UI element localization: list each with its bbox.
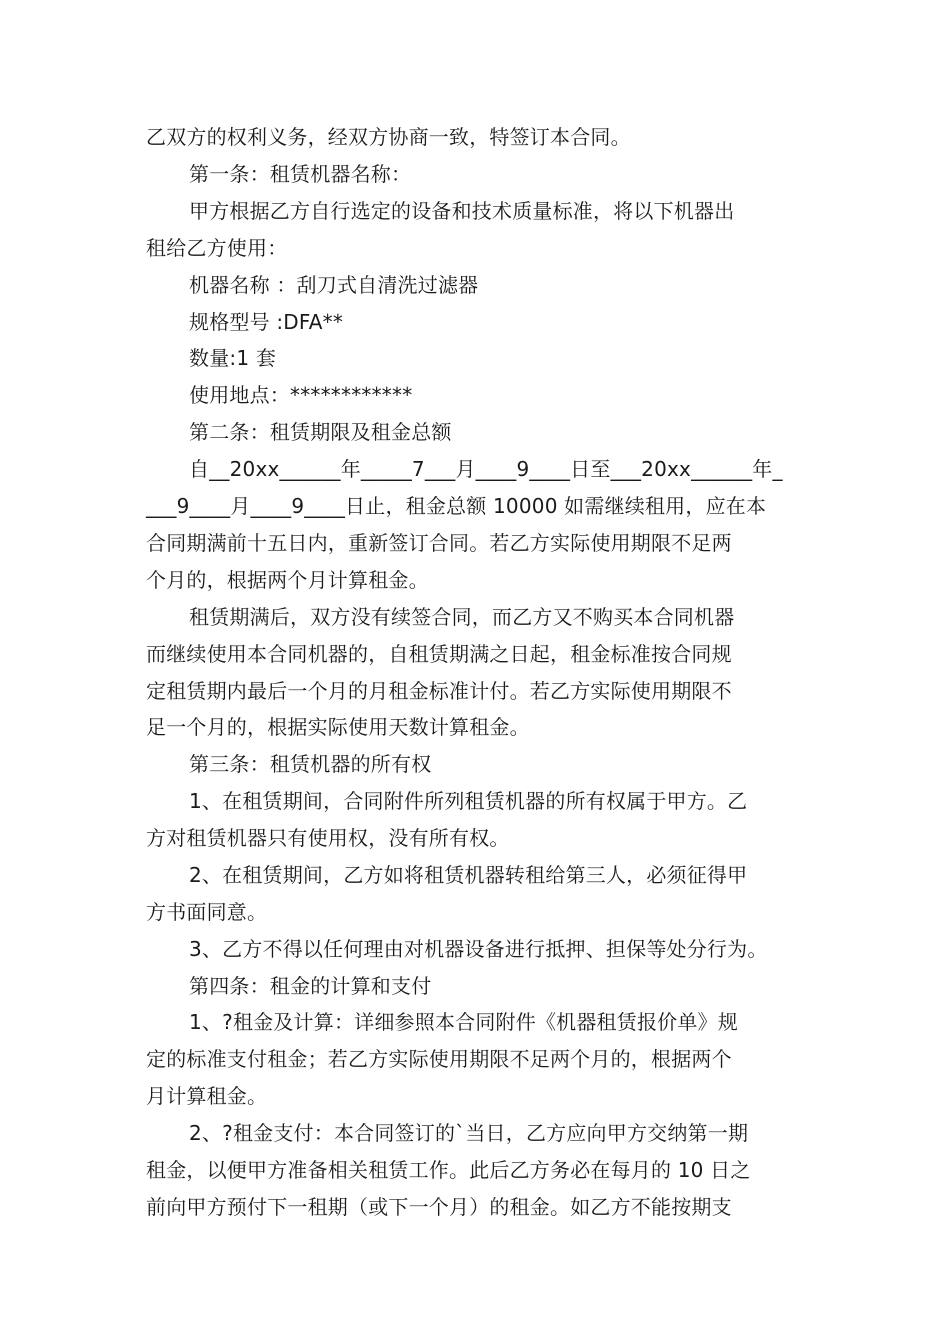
text-line: 个月的，根据两个月计算租金。 — [146, 568, 429, 592]
text-line: 定租赁期内最后一个月的月租金标准计付。若乙方实际使用期限不 — [146, 679, 732, 703]
section-heading: 第四条：租金的计算和支付 — [189, 974, 432, 998]
text-line: 数量:1 套 — [189, 346, 277, 370]
text-line: 2、?租金支付：本合同签订的`当日，乙方应向甲方交纳第一期 — [189, 1121, 749, 1145]
text-line: 机器名称 ：刮刀式自清洗过滤器 — [189, 273, 479, 297]
text-line: 3、乙方不得以任何理由对机器设备进行抵押、担保等处分行为。 — [189, 937, 768, 961]
text-line: 租金，以便甲方准备相关租赁工作。此后乙方务必在每月的 10 日之 — [146, 1158, 751, 1182]
text-line: 使用地点：************ — [189, 383, 413, 407]
text-line: 1、?租金及计算：详细参照本合同附件《机器租赁报价单》规 — [189, 1010, 738, 1034]
text-line: 租赁期满后，双方没有续签合同，而乙方又不购买本合同机器 — [189, 605, 735, 629]
text-line: 前向甲方预付下一租期（或下一个月）的租金。如乙方不能按期支 — [146, 1195, 732, 1219]
text-line: 1、在租赁期间，合同附件所列租赁机器的所有权属于甲方。乙 — [189, 789, 748, 813]
text-line: 定的标准支付租金；若乙方实际使用期限不足两个月的，根据两个 — [146, 1047, 732, 1071]
text-line: 甲方根据乙方自行选定的设备和技术质量标准，将以下机器出 — [189, 199, 735, 223]
section-heading: 第三条：租赁机器的所有权 — [189, 752, 432, 776]
text-line: 乙双方的权利义务，经双方协商一致，特签订本合同。 — [146, 125, 631, 149]
text-line: 方对租赁机器只有使用权，没有所有权。 — [146, 826, 510, 850]
text-line: 足一个月的，根据实际使用天数计算租金。 — [146, 715, 530, 739]
text-line: 方书面同意。 — [146, 900, 268, 924]
section-heading: 第二条：租赁期限及租金总额 — [189, 420, 452, 444]
text-line: 2、在租赁期间，乙方如将租赁机器转租给第三人，必须征得甲 — [189, 863, 748, 887]
text-line: 自__20xx______年_____7___月____9____日至___20xx______年_ — [189, 457, 783, 481]
text-line: ___9____月____9____日止，租金总额 10000 如需继续租用，应在本 — [146, 494, 767, 518]
section-heading: 第一条：租赁机器名称： — [189, 162, 412, 186]
text-line: 租给乙方使用： — [146, 236, 288, 260]
text-line: 月计算租金。 — [146, 1084, 268, 1108]
text-line: 而继续使用本合同机器的，自租赁期满之日起，租金标准按合同规 — [146, 642, 732, 666]
text-line: 规格型号 :DFA** — [189, 310, 344, 334]
text-line: 合同期满前十五日内，重新签订合同。若乙方实际使用期限不足两 — [146, 531, 732, 555]
